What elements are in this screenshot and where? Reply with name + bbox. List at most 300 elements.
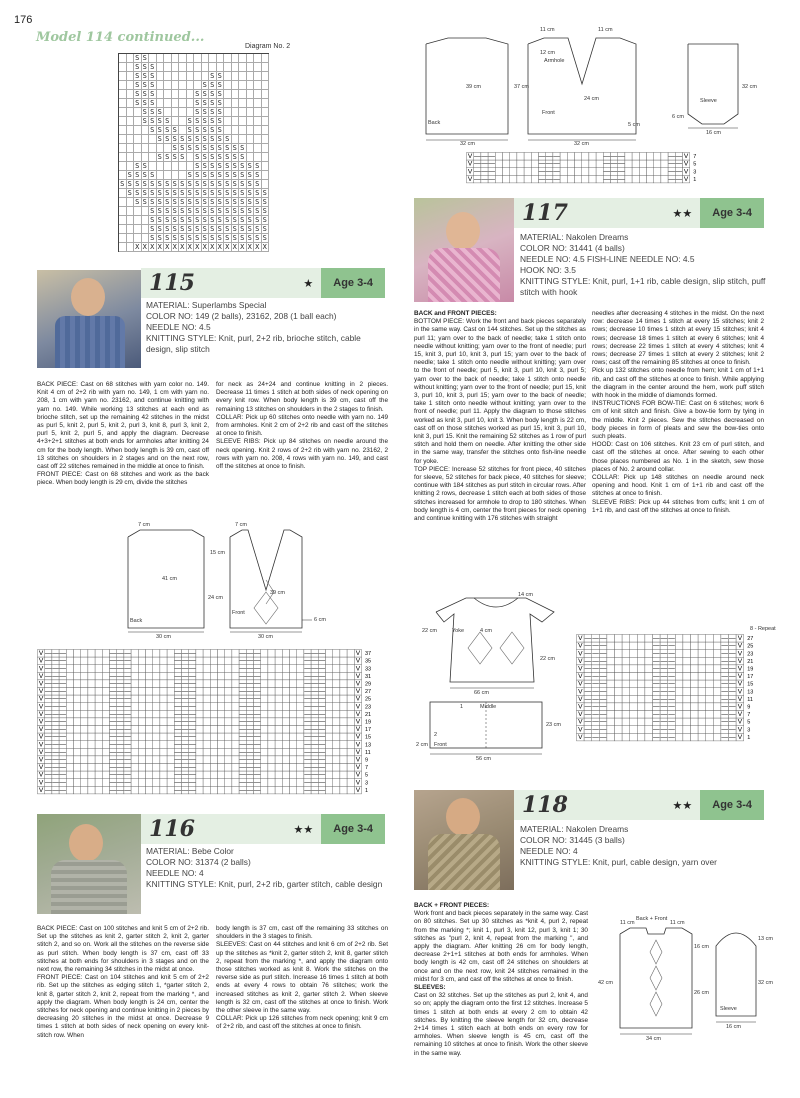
dim-label: 26 cm (694, 990, 709, 996)
stitch-symbol: — (45, 703, 52, 711)
stitch-symbol: — (311, 665, 318, 673)
stitch-symbol: — (117, 733, 124, 741)
grid-row: S S S S S S S S S S (119, 135, 269, 144)
dim-label: 5 cm (628, 122, 640, 128)
sleeves-text: Cast on 32 stitches. Set up the stitches as purl 2, knit 4, and so on; apply the diagram onto the first 12 stitches. Increase 5 times 1 stitch at both ends at every 2 cm to obtain 42 stitches. By knitting the sleeve length for 32 cm, decrease 2+14 times 1 stitch each at both ends on every row for armholes. When sleeve length is 45 cm, cast off the remaining 10 stitches at once to finish. Work the other sleeve in the same way. (414, 992, 588, 1057)
row-number: 1 (365, 787, 369, 794)
stitch-symbol: — (124, 650, 131, 658)
stitch-symbol: — (304, 672, 311, 680)
dim-label: Front (542, 110, 555, 116)
stitch-symbol: — (599, 673, 607, 681)
grid-row: S S S S S S S (119, 108, 269, 117)
stitch-symbol: — (52, 695, 59, 703)
stitch-symbol: — (181, 741, 189, 749)
stitch-symbol: — (117, 726, 124, 734)
stitch-symbol: — (59, 688, 66, 696)
model-115-col1 (37, 381, 209, 488)
stitch-symbol: — (174, 657, 182, 665)
stitch-symbol: — (174, 733, 182, 741)
stitch-symbol: — (246, 688, 254, 696)
row-number: 35 (365, 658, 372, 665)
stitch-symbol: — (253, 703, 261, 711)
stitch-symbol: — (675, 160, 683, 168)
stitch-symbol: — (246, 703, 254, 711)
stitch-symbol: — (253, 771, 261, 779)
stitch-symbol: — (181, 748, 189, 756)
neck-text: for neck as 24+24 and continue knitting in 2 pieces. Decrease 11 times 1 stitch at both sides of neck opening on every knit row. When body length is 39 cm, cast off the remaining 13 stitches on shoulders in the 2 stages to finish. (216, 381, 388, 413)
stitch-symbol: — (117, 710, 124, 718)
stitch-symbol: — (584, 718, 592, 726)
row-number: 7 (747, 712, 751, 719)
stitch-symbol: — (660, 635, 668, 643)
stitch-symbol: — (603, 168, 611, 176)
stitch-symbol: — (181, 771, 189, 779)
stitch-symbol: — (246, 672, 254, 680)
stitch-symbol: — (124, 710, 131, 718)
stitch-symbol: — (181, 703, 189, 711)
needle: NEEDLE NO: 4 (520, 846, 578, 856)
section-heading: BACK + FRONT PIECES: (414, 902, 490, 909)
stitch-symbol: — (109, 779, 117, 787)
stitch-symbol: V (578, 650, 583, 658)
model-117-chart (576, 626, 776, 746)
hood-text: HOOD: Cast on 106 stitches. Knit 23 cm of purl stitch, and cast off the stitches at once. After sewing to each other those places numbered as No. 1 in the sketch, sew those places of No. 2 around collar. (592, 441, 764, 473)
stitch-symbol: — (318, 703, 326, 711)
stitch-symbol: — (304, 748, 311, 756)
grid-row: S S S S S S S S S S S (119, 153, 269, 162)
stitch-symbol: — (59, 718, 66, 726)
stitch-symbol: V (355, 733, 361, 741)
model-116-col2 (216, 925, 388, 1032)
stitch-symbol: — (181, 688, 189, 696)
stitch-symbol: — (253, 680, 261, 688)
stitch-symbol: — (729, 673, 736, 681)
model-117-banner (514, 198, 764, 228)
stitch-symbol: V (38, 771, 44, 779)
stitch-symbol: — (52, 733, 59, 741)
stitch-symbol: — (318, 771, 326, 779)
stitch-symbol: — (253, 688, 261, 696)
stitch-symbol: V (737, 657, 743, 665)
grid-row: S S S S S S S S S S S S S S S S (119, 225, 269, 234)
stitch-symbol: V (578, 726, 583, 734)
stitch-symbol: — (246, 748, 254, 756)
stitch-symbol: — (668, 711, 675, 719)
stitch-symbol: — (675, 175, 683, 183)
stitch-symbol: — (553, 175, 560, 183)
stitch-symbol: — (239, 771, 246, 779)
stitch-symbol: — (52, 650, 59, 658)
model-number: 116 (149, 816, 195, 842)
stitch-symbol: V (737, 680, 743, 688)
stitch-symbol: — (239, 703, 246, 711)
stitch-symbol: — (117, 786, 124, 794)
stitch-symbol: — (729, 711, 736, 719)
stitch-symbol: — (189, 718, 196, 726)
front-piece-text: FRONT PIECE: Cast on 68 stitches and work as the back piece. When body length is 29 cm, divide the stitches (37, 471, 209, 487)
stitch-symbol: — (721, 665, 728, 673)
stitch-symbol: — (59, 741, 66, 749)
stitch-symbol: — (189, 695, 196, 703)
stitch-symbol: — (174, 680, 182, 688)
stitch-symbol: — (660, 673, 668, 681)
stitch-symbol: V (38, 726, 44, 734)
sleeves-text: SLEEVES: Cast on 44 stitches and knit 6 cm of 2+2 rib. Set up the stitches as *knit 2, garter stitch 2, knit 8, garter stitch 2, repeat from the marking *, and apply the diagram onto those stitches worked as knit 8. Work the stitches on the reverse side as purl stitch. Increase 16 times 1 stitch at both ends at every 4 rows to obtain 76 stitches; work the increased stitches as knit 2, garter stitch 2. When sleeve length is 32 cm, cast off the stitches at once to finish. Work the other sleeve in the same way. (216, 941, 388, 1015)
dim-label: Front (434, 742, 447, 748)
stitch-symbol: — (474, 153, 481, 161)
stitch-symbol: — (181, 779, 189, 787)
stitch-symbol: — (660, 642, 668, 650)
stitch-symbol: V (355, 786, 361, 794)
needle: NEEDLE NO: 4.5 (146, 322, 211, 332)
grid-row: S S S S S S S (119, 99, 269, 108)
stitch-symbol: V (355, 718, 361, 726)
row-number: 33 (365, 666, 372, 673)
stitch-symbol: — (52, 771, 59, 779)
collar-text: SLEEVE RIBS: Pick up 84 stitches on needle around the neck opening. Knit 2 rows of 2+2 rib with yarn no. 23162, 2 rows with yarn no. 208, 4 rows with yarn no. 149, and cast off the stitches at once to finish. (216, 438, 388, 471)
needle: NEEDLE NO: 4.5 FISH-LINE NEEDLE NO: 4.5 (520, 254, 695, 264)
stitch-symbol: — (124, 680, 131, 688)
row-number: 5 (693, 161, 697, 168)
stitch-symbol: — (721, 642, 728, 650)
model-number: 118 (522, 792, 568, 818)
stitch-symbol: — (318, 748, 326, 756)
stitch-symbol: — (45, 733, 52, 741)
stitch-symbol: — (311, 703, 318, 711)
knitting-style: KNITTING STYLE: Knit, purl, 1+1 rib, cable design, slip stitch, puff stitch with hook (520, 276, 766, 297)
hook: HOOK NO: 3.5 (520, 265, 576, 275)
stitch-symbol: V (737, 673, 743, 681)
stitch-symbol: — (660, 688, 668, 696)
stitch-symbol: — (59, 665, 66, 673)
stitch-symbol: — (584, 657, 592, 665)
dim-label: 24 cm (584, 96, 599, 102)
stitch-symbol: V (683, 168, 689, 176)
stitch-symbol: V (38, 718, 44, 726)
row-number: 29 (365, 681, 372, 688)
stitch-symbol: — (729, 688, 736, 696)
diagram-caption: Diagram No. 2 (245, 43, 291, 50)
stitch-symbol: V (355, 672, 361, 680)
difficulty-stars: ★★ (293, 823, 314, 836)
material: MATERIAL: Nakolen Dreams (520, 824, 629, 834)
stitch-symbol: — (660, 695, 668, 703)
stitch-symbol: — (45, 657, 52, 665)
page-number: 176 (14, 14, 33, 26)
stitch-symbol: V (467, 153, 473, 161)
stitch-symbol: — (584, 711, 592, 719)
stitch-symbol: — (253, 695, 261, 703)
stitch-symbol: — (124, 665, 131, 673)
stitch-symbol: V (737, 665, 743, 673)
stitch-symbol: — (592, 703, 599, 711)
stitch-symbol: — (45, 741, 52, 749)
stitch-symbol: — (52, 756, 59, 764)
stitch-symbol: — (318, 764, 326, 772)
stitch-symbol: — (592, 680, 599, 688)
repeat-label: 8 - Repeat (750, 626, 776, 632)
dim-label: 6 cm (314, 617, 326, 623)
stitch-symbol: — (311, 710, 318, 718)
stitch-symbol: — (660, 703, 668, 711)
dim-label: 7 cm (138, 522, 150, 528)
stitch-symbol: — (45, 786, 52, 794)
stitch-symbol: — (618, 153, 625, 161)
stitch-symbol: V (578, 680, 583, 688)
stitch-symbol: — (45, 665, 52, 673)
stitch-symbol: — (304, 703, 311, 711)
stitch-symbol: V (578, 733, 583, 741)
stitch-symbol: — (59, 786, 66, 794)
stitch-symbol: — (668, 680, 675, 688)
stitch-symbol: — (124, 756, 131, 764)
stitch-symbol: — (124, 726, 131, 734)
stitch-symbol: — (124, 771, 131, 779)
stitch-symbol: V (737, 635, 743, 643)
stitch-symbol: — (45, 650, 52, 658)
row-number: 13 (365, 742, 372, 749)
stitch-symbol: — (668, 175, 675, 183)
stitch-symbol: — (304, 726, 311, 734)
stitch-symbol: — (653, 695, 660, 703)
stitch-symbol: V (578, 665, 583, 673)
model-117-dress-schematic (414, 592, 574, 764)
stitch-symbol: — (246, 786, 254, 794)
stitch-symbol: — (474, 160, 481, 168)
stitch-symbol: — (488, 168, 495, 176)
stitch-symbol: — (546, 168, 553, 176)
stitch-symbol: — (253, 748, 261, 756)
stitch-symbol: — (109, 748, 117, 756)
stitch-symbol: V (38, 710, 44, 718)
stitch-symbol: — (253, 756, 261, 764)
stitch-symbol: — (311, 771, 318, 779)
stitch-symbol: — (117, 703, 124, 711)
stitch-symbol: — (584, 635, 592, 643)
grid-row: S S S (119, 63, 269, 72)
model-117-top-chart (466, 152, 716, 186)
stitch-symbol: — (174, 710, 182, 718)
stitch-symbol: — (729, 726, 736, 734)
stitch-symbol: — (311, 680, 318, 688)
stitch-symbol: — (239, 657, 246, 665)
stitch-symbol: V (38, 672, 44, 680)
stitch-symbol: — (246, 695, 254, 703)
bottom-piece-text: BOTTOM PIECE: Work the front and back pieces separately in the same way. Cast on 144 stitches. Set up the stitches as purl 11; yarn over to the back of needle; take 1 stitch onto needle without knitting; yarn over to the front of needle; purl 15, knit 3, purl 10, knit 3, purl 15; yarn over to the back of needle; take 1 stitch onto needle without knitting; yarn over to the front of needle; purl 5, knit 3, purl 10, knit 3, purl 5; yarn over to the back of needle; take 1 stitch onto needle without knitting; yarn over to the front of needle; purl 15, knit 3, purl 10, knit 3, purl 15; yarn over to the back of needle; take 1 stitch onto needle without knitting; yarn over to the front of needle; purl 11. Apply the diagram to those stitches worked as knit 3, purl 10, knit 3. When body length is 22 cm, cast off on those stitches worked as purl 15, knit 3, purl 10, knit 3, purl 15. Knit the remaining 52 stitches as 1 row of purl stitch and hold them on needle. After knitting the other side in the same way, transfer the stitches onto fish-line needle for yoke. (414, 318, 586, 465)
stitch-symbol: — (304, 688, 311, 696)
grid-row: S S (119, 54, 269, 63)
stitch-symbol: — (246, 779, 254, 787)
stitch-symbol: — (311, 733, 318, 741)
stitch-symbol: — (660, 733, 668, 741)
stitch-symbol: — (610, 175, 618, 183)
row-number: 19 (747, 666, 754, 673)
row-number: 3 (693, 169, 697, 176)
stitch-symbol: V (38, 733, 44, 741)
stitch-symbol: — (117, 756, 124, 764)
bowtie-text: INSTRUCTIONS FOR BOW-TIE: Cast on 6 stitches; work 6 cm of knit stitch and finish. Give a bow-tie form by tying in the middle. Knit 2 pieces. Sew the stitches decreased on body pieces in form of pleats and sew the bow-ties onto such pleats. (592, 400, 764, 441)
stitch-symbol: — (109, 665, 117, 673)
row-number: 27 (747, 636, 754, 643)
stitch-symbol: — (721, 680, 728, 688)
stitch-symbol: — (481, 160, 488, 168)
grid-row: S S S S S S S S S S S S S S S S (119, 207, 269, 216)
stitch-symbol: — (729, 642, 736, 650)
stitch-symbol: — (546, 153, 553, 161)
stitch-symbol: — (599, 726, 607, 734)
stitch-symbol: V (355, 665, 361, 673)
stitch-symbol: V (578, 642, 583, 650)
dim-label: 16 cm (706, 130, 721, 136)
stitch-symbol: — (481, 153, 488, 161)
row-number: 17 (365, 727, 372, 734)
stitch-symbol: — (584, 673, 592, 681)
stitch-symbol: — (538, 160, 546, 168)
stitch-symbol: — (109, 771, 117, 779)
stitch-symbol: — (599, 650, 607, 658)
stitch-symbol: — (59, 748, 66, 756)
stitch-symbol: — (553, 160, 560, 168)
row-number: 7 (693, 154, 697, 161)
stitch-symbol: — (546, 160, 553, 168)
stitch-symbol: — (304, 650, 311, 658)
stitch-symbol: — (603, 160, 611, 168)
stitch-symbol: — (246, 741, 254, 749)
dim-label: Yoke (452, 628, 465, 634)
stitch-symbol: — (653, 673, 660, 681)
material: MATERIAL: Nakolen Dreams (520, 232, 629, 242)
age-badge: Age 3-4 (321, 268, 385, 298)
stitch-symbol: — (45, 756, 52, 764)
stitch-symbol: — (59, 764, 66, 772)
stitch-symbol: V (38, 756, 44, 764)
stitch-symbol: V (467, 175, 473, 183)
stitch-symbol: — (729, 718, 736, 726)
row-number: 1 (747, 734, 751, 741)
row-number: 25 (365, 696, 372, 703)
stitch-symbol: — (599, 703, 607, 711)
dim-label: 2 (434, 732, 438, 738)
dim-label: 32 cm (574, 141, 589, 147)
dim-label: 7 cm (235, 522, 247, 528)
stitch-symbol: — (721, 635, 728, 643)
stitch-symbol: — (668, 160, 675, 168)
stitch-symbol: — (246, 718, 254, 726)
stitch-symbol: — (52, 718, 59, 726)
row-number: 31 (365, 673, 372, 680)
stitch-symbol: — (59, 650, 66, 658)
stitch-symbol: — (488, 160, 495, 168)
stitch-symbol: — (117, 779, 124, 787)
stitch-symbol: V (683, 153, 689, 161)
stitch-symbol: — (668, 665, 675, 673)
stitch-symbol: — (253, 665, 261, 673)
collar-text: COLLAR: Pick up 126 stitches from neck opening; knit 9 cm of 2+2 rib, and cast off the stitches at once to finish. (216, 1015, 388, 1031)
stitch-symbol: — (660, 711, 668, 719)
dim-label: 16 cm (694, 944, 709, 950)
stitch-symbol: — (109, 650, 117, 658)
stitch-symbol: — (239, 756, 246, 764)
stitch-symbol: — (304, 756, 311, 764)
stitch-symbol: — (610, 153, 618, 161)
stitch-symbol: — (304, 657, 311, 665)
stitch-symbol: — (52, 665, 59, 673)
stitch-symbol: — (59, 726, 66, 734)
stitch-symbol: V (355, 726, 361, 734)
knitting-style: KNITTING STYLE: Knit, purl, 2+2 rib, garter stitch, cable design (146, 879, 383, 889)
stitch-symbol: V (355, 695, 361, 703)
grid-row: S S S S S S S S S S S S S S S S S S S (119, 180, 269, 189)
stitch-symbol: — (538, 153, 546, 161)
stitch-symbol: — (124, 741, 131, 749)
stitch-symbol: — (181, 672, 189, 680)
stitch-symbol: — (592, 665, 599, 673)
dim-label: 11 cm (620, 920, 635, 926)
stitch-symbol: — (52, 786, 59, 794)
stitch-symbol: — (181, 726, 189, 734)
row-number: 11 (747, 696, 753, 703)
grid-row: S S S S S (119, 72, 269, 81)
stitch-symbol: — (653, 635, 660, 643)
stitch-symbol: — (59, 703, 66, 711)
row-number: 21 (747, 658, 754, 665)
stitch-symbol: V (737, 703, 743, 711)
stitch-symbol: — (318, 657, 326, 665)
stitch-symbol: — (721, 718, 728, 726)
row-number: 3 (747, 727, 751, 734)
stitch-symbol: — (124, 695, 131, 703)
stitch-symbol: — (189, 741, 196, 749)
stitch-symbol: — (660, 680, 668, 688)
stitch-symbol: — (189, 657, 196, 665)
stitch-symbol: — (189, 771, 196, 779)
stitch-symbol: — (721, 673, 728, 681)
stitch-symbol: — (45, 771, 52, 779)
stitch-symbol: V (38, 703, 44, 711)
model-115-specs (146, 300, 386, 355)
stitch-symbol: — (653, 726, 660, 734)
stitch-symbol: V (355, 756, 361, 764)
stitch-symbol: — (45, 779, 52, 787)
dim-label: Back (130, 618, 143, 624)
stitch-symbol: — (318, 786, 326, 794)
grid-row: S S S S S S S S S S S S S S S S (119, 216, 269, 225)
stitch-symbol: — (239, 672, 246, 680)
stitch-symbol: — (668, 153, 675, 161)
stitch-symbol: — (59, 779, 66, 787)
stitch-symbol: — (304, 680, 311, 688)
stitch-symbol: — (668, 695, 675, 703)
stitch-symbol: V (578, 688, 583, 696)
model-number: 117 (522, 200, 568, 226)
stitch-symbol: — (592, 657, 599, 665)
stitch-symbol: — (181, 756, 189, 764)
stitch-symbol: — (653, 650, 660, 658)
hem-text: Pick up 132 stitches onto needle from hem; knit 1 cm of 1+1 rib, and cast off the stitches at once to finish. While applying the diagram in the center around the hem, work puff stitch with hook in the middle of diamonds formed. (592, 367, 764, 400)
stitch-symbol: — (124, 779, 131, 787)
dim-label: 15 cm (210, 550, 225, 556)
stitch-symbol: — (304, 771, 311, 779)
dim-label: Back (428, 120, 441, 126)
stitch-symbol: — (653, 703, 660, 711)
dim-label: 22 cm (422, 628, 437, 634)
stitch-symbol: — (239, 665, 246, 673)
stitch-symbol: — (189, 748, 196, 756)
stitch-symbol: — (538, 175, 546, 183)
stitch-symbol: — (599, 635, 607, 643)
stitch-symbol: — (246, 710, 254, 718)
stitch-symbol: — (668, 673, 675, 681)
